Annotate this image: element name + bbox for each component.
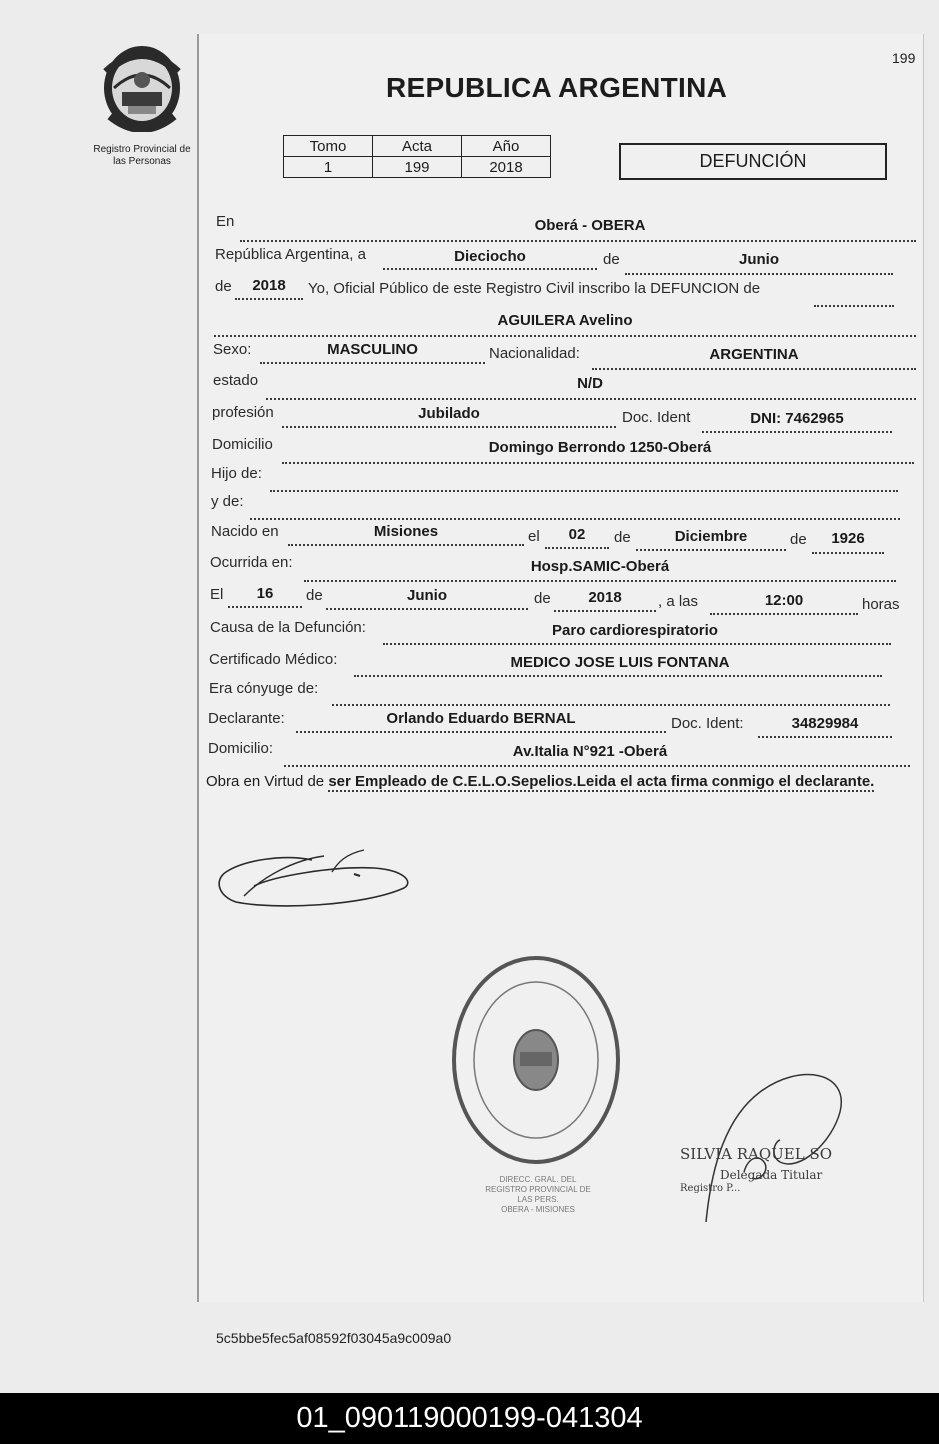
registry-label: [82, 144, 202, 168]
decl-domicilio-value: Av.Italia N°921 -Oberá: [512, 743, 668, 760]
de-label-4: de: [790, 531, 807, 548]
decl-domicilio-label: Domicilio:: [208, 740, 274, 757]
declarante-value: Orlando Eduardo BERNAL: [386, 710, 576, 727]
stamp-ring-text: DIRECC. GRAL. DEL REGISTRO PROVINCIAL DE LAS PERS.: [485, 1175, 591, 1204]
horas-label: horas: [862, 596, 900, 613]
doc-value: DNI: 7462965: [750, 410, 844, 427]
death-year-value: 2018: [588, 589, 622, 606]
obra-label: Obra en Virtud de: [206, 773, 325, 790]
official-dots: [814, 305, 894, 307]
registry-line-2: las Personas: [113, 156, 171, 167]
month-dots: [625, 273, 893, 275]
reference-table: [283, 135, 551, 178]
ano-header: Año: [462, 136, 551, 157]
birth-month-dots: [636, 549, 786, 551]
declarante-label: Declarante:: [208, 710, 285, 727]
obra-text: ser Empleado de C.E.L.O.Sepelios.Leida el acta firma conmigo el declarante.: [328, 773, 875, 790]
profesion-dots: [282, 426, 616, 428]
stamp-bottom-text: OBERA - MISIONES: [501, 1205, 575, 1214]
en-dots: [240, 240, 916, 242]
official-role: Delegada Titular: [720, 1168, 823, 1182]
nacionalidad-label: Nacionalidad:: [489, 345, 580, 362]
de-label-6: de: [534, 590, 551, 607]
causa-dots: [383, 643, 891, 645]
el2-label: El: [210, 586, 224, 603]
place-value: Oberá - OBERA: [534, 217, 646, 234]
death-year-dots: [554, 610, 656, 612]
ocurrida-label: Ocurrida en:: [210, 554, 293, 571]
tomo-header: Tomo: [284, 136, 373, 157]
death-day-dots: [228, 606, 302, 608]
estado-dots: [266, 398, 916, 400]
ocurrida-dots: [304, 580, 896, 582]
el-label: el: [528, 528, 540, 545]
death-day-value: 16: [256, 585, 274, 602]
yde-dots: [250, 518, 900, 520]
birth-month-value: Diciembre: [674, 528, 748, 545]
causa-value: Paro cardiorespiratorio: [552, 622, 718, 639]
causa-label: Causa de la Defunción:: [210, 619, 366, 636]
decl-doc-dots: [758, 736, 892, 738]
death-month-value: Junio: [407, 587, 447, 604]
domicilio-label: Domicilio: [212, 436, 273, 453]
decl-doc-label: Doc. Ident:: [671, 715, 744, 732]
nacionalidad-dots: [592, 368, 916, 370]
death-time-dots: [710, 613, 858, 615]
domicilio-dots: [282, 462, 914, 464]
republica-label: República Argentina, a: [215, 246, 366, 263]
birth-year-value: 1926: [831, 530, 865, 547]
nacionalidad-value: ARGENTINA: [709, 346, 799, 363]
month-value: Junio: [739, 251, 779, 268]
nacido-label: Nacido en: [211, 523, 279, 540]
profesion-label: profesión: [212, 404, 274, 421]
tomo-value: 1: [284, 157, 373, 178]
de-label-3: de: [614, 529, 631, 546]
declarante-dots: [296, 731, 666, 733]
deceased-dots: [214, 335, 916, 337]
decl-doc-value: 34829984: [791, 715, 859, 732]
official-text: Yo, Oficial Público de este Registro Civil inscribo la DEFUNCION de: [308, 280, 761, 297]
footer-code: 01_090119000199-041304: [0, 1393, 939, 1444]
official-stamp: [448, 952, 626, 1170]
conyuge-label: Era cónyuge de:: [209, 680, 319, 697]
coat-of-arms-logo: [100, 42, 184, 132]
birth-year-dots: [812, 552, 884, 554]
deceased-name: AGUILERA Avelino: [497, 312, 633, 329]
day-dots: [383, 268, 597, 270]
birth-day-value: 02: [568, 526, 586, 543]
yde-label: y de:: [211, 493, 244, 510]
sexo-dots: [260, 362, 485, 364]
certificado-value: MEDICO JOSE LUIS FONTANA: [510, 654, 730, 671]
stamp-text: [478, 1175, 598, 1215]
act-type-box: DEFUNCIÓN: [619, 143, 887, 180]
de-label-1: de: [603, 251, 620, 268]
doc-dots: [702, 431, 892, 433]
hijo-dots: [270, 490, 898, 492]
official-signature: [700, 1062, 850, 1226]
sexo-value: MASCULINO: [327, 341, 418, 358]
document-hash: 5c5bbe5fec5af08592f03045a9c009a0: [216, 1330, 452, 1346]
ano-value: 2018: [462, 157, 551, 178]
document-title: REPUBLICA ARGENTINA: [386, 72, 728, 103]
doc-label: Doc. Ident: [622, 409, 691, 426]
registry-line-1: Registro Provincial de: [93, 144, 191, 155]
declarant-signature: [214, 846, 414, 912]
estado-label: estado: [213, 372, 259, 389]
hijo-label: Hijo de:: [211, 465, 262, 482]
alas-label: , a las: [658, 593, 699, 610]
year-value: 2018: [252, 277, 286, 294]
birth-day-dots: [545, 547, 609, 549]
conyuge-dots: [332, 704, 890, 706]
page-number: 199: [892, 50, 916, 66]
day-written-value: Dieciocho: [454, 248, 526, 265]
ocurrida-value: Hosp.SAMIC-Oberá: [530, 558, 670, 575]
acta-header: Acta: [373, 136, 462, 157]
nacido-dots: [288, 544, 524, 546]
decl-domicilio-dots: [284, 765, 910, 767]
official-name: SILVIA RAQUEL SO: [680, 1145, 833, 1163]
certificado-label: Certificado Médico:: [209, 651, 338, 668]
year-dots: [235, 298, 303, 300]
death-time-value: 12:00: [764, 592, 804, 609]
certificado-dots: [354, 675, 882, 677]
death-month-dots: [326, 608, 528, 610]
nacido-value: Misiones: [373, 523, 439, 540]
official-office: Registro P...: [680, 1183, 741, 1194]
estado-value: N/D: [577, 375, 603, 392]
en-label: En: [216, 213, 235, 230]
acta-value: 199: [373, 157, 462, 178]
domicilio-value: Domingo Berrondo 1250-Oberá: [488, 439, 712, 456]
de-label-5: de: [306, 587, 323, 604]
de-label-2: de: [215, 278, 232, 295]
profesion-value: Jubilado: [418, 405, 480, 422]
sexo-label: Sexo:: [213, 341, 252, 358]
obra-paragraph: [206, 772, 910, 791]
